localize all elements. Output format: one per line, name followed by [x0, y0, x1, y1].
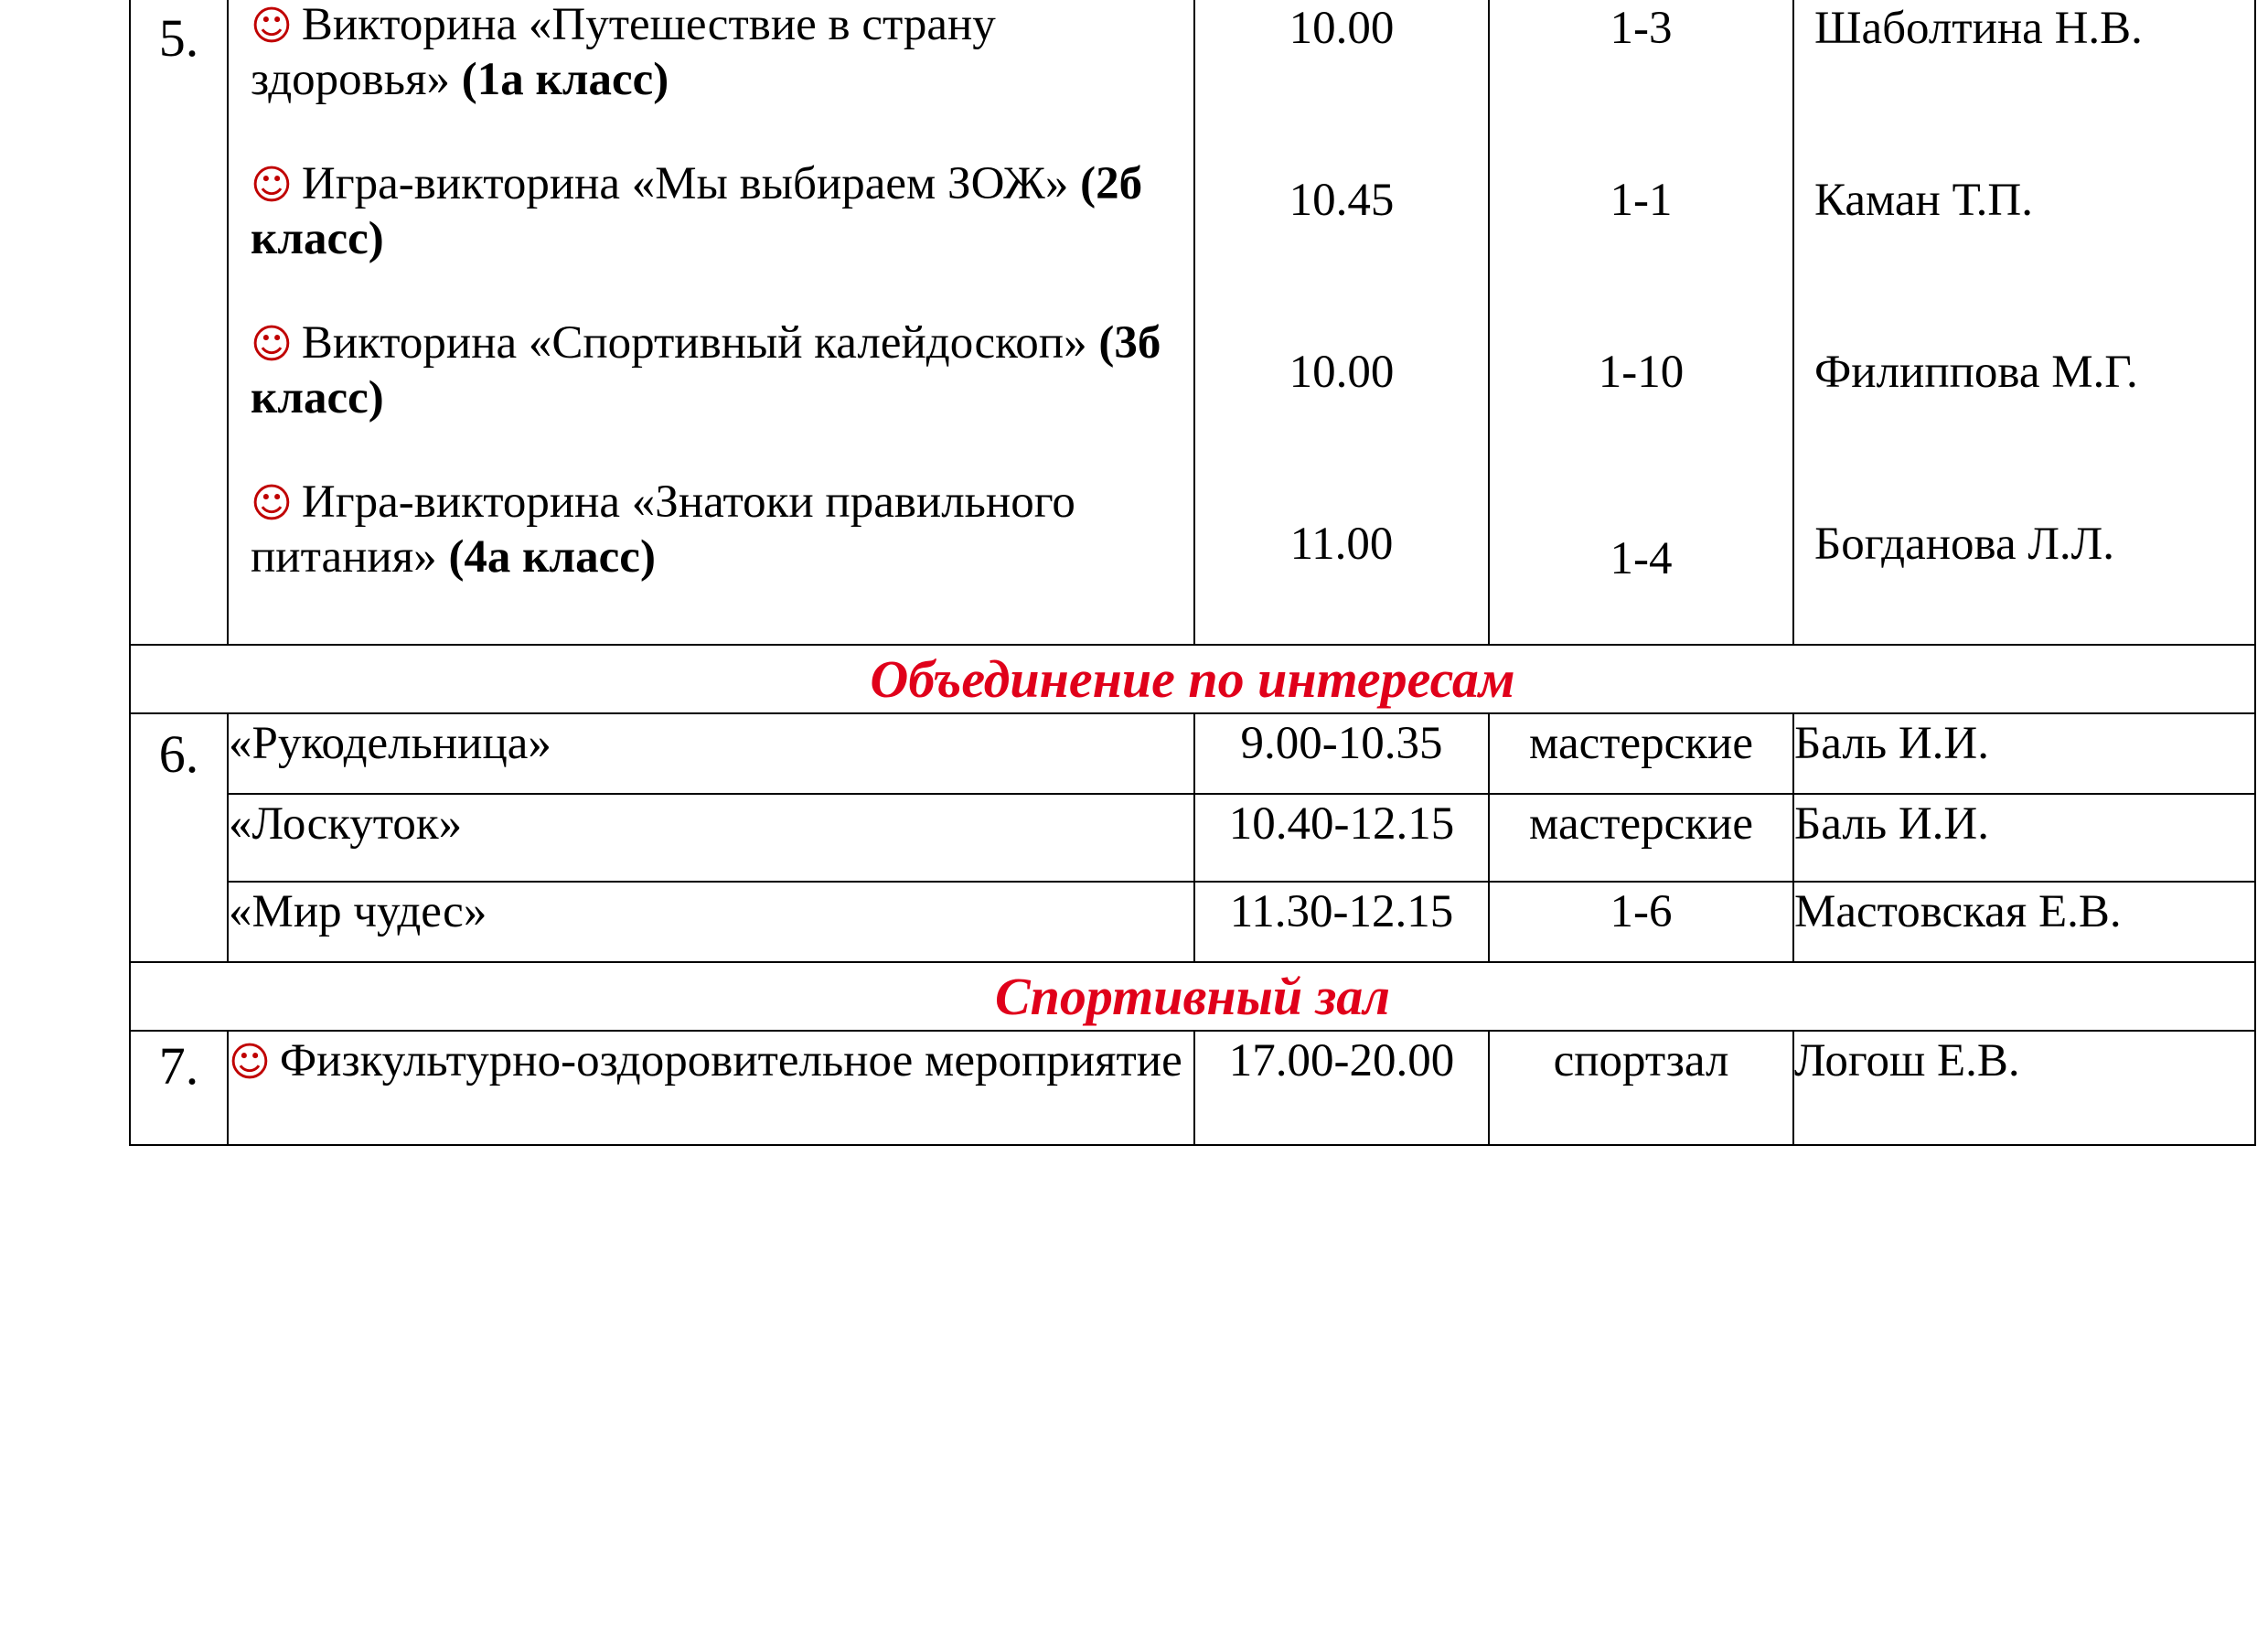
table-row-6 [130, 713, 2255, 794]
event-title: Викторина «Спортивный калейдоскоп» [301, 317, 1087, 369]
activity-responsible: Баль И.И. [1793, 713, 2255, 794]
activity-time: 17.00-20.00 [1194, 1031, 1489, 1145]
event-time: 10.00 [1289, 347, 1395, 398]
activity-room: мастерские [1489, 713, 1793, 794]
event-title: Викторина «Путешествие в страну здоровья» [251, 0, 996, 105]
responsible-cell [1793, 0, 2255, 645]
time-cell [1194, 0, 1489, 645]
event-item [229, 157, 1193, 316]
activity-responsible: Мастовская Е.В. [1793, 882, 2255, 962]
event-time: 10.45 [1289, 175, 1395, 226]
activity-time: 11.30-12.15 [1194, 882, 1489, 962]
smiley-icon: ☺ [251, 3, 293, 49]
event-class: (4а класс) [448, 531, 656, 583]
smiley-icon: ☺ [251, 321, 293, 368]
activity-responsible: Логош Е.В. [1793, 1031, 2255, 1145]
section-heading-interests: Объединение по интересам [130, 645, 2255, 713]
event-class: (3б класс) [251, 317, 1161, 423]
section-heading-row [130, 645, 2255, 713]
event-title: Игра-викторина «Мы выбираем ЗОЖ» [301, 158, 1069, 209]
activity-room: мастерские [1489, 794, 1793, 882]
row-number: 7. [130, 1031, 228, 1145]
event-class: (2б класс) [251, 158, 1143, 264]
activity-name: «Лоскуток» [228, 794, 1194, 882]
event-responsible: Богданова Л.Л. [1814, 519, 2115, 570]
activity-responsible: Баль И.И. [1793, 794, 2255, 882]
activity-name: «Мир чудес» [228, 882, 1194, 962]
activity-name: Физкультурно-оздоровительное мероприятие [279, 1035, 1182, 1086]
event-time: 10.00 [1289, 3, 1395, 54]
table-row-5 [130, 0, 2255, 645]
event-room: 1-10 [1598, 347, 1685, 398]
row-number: 6. [130, 713, 228, 962]
event-room: 1-4 [1610, 533, 1673, 584]
activity-name: «Рукодельница» [228, 713, 1194, 794]
activity-room: спортзал [1489, 1031, 1793, 1145]
table-row [130, 794, 2255, 882]
event-title: Игра-викторина «Знатоки правильного питания» [251, 476, 1075, 583]
section-heading-row [130, 962, 2255, 1031]
event-item [229, 476, 1193, 644]
event-responsible: Шаболтина Н.В. [1814, 3, 2143, 54]
event-responsible: Филиппова М.Г. [1814, 347, 2138, 398]
activity-time: 10.40-12.15 [1194, 794, 1489, 882]
section-heading-sport: Спортивный зал [130, 962, 2255, 1031]
activity-room: 1-6 [1489, 882, 1793, 962]
activity-name-cell [228, 1031, 1194, 1145]
event-responsible: Каман Т.П. [1814, 175, 2033, 226]
event-item [229, 316, 1193, 476]
event-class: (1а класс) [461, 54, 669, 105]
event-room: 1-1 [1610, 175, 1673, 226]
table-row [130, 882, 2255, 962]
row-number: 5. [130, 0, 228, 645]
event-item [229, 0, 1193, 157]
smiley-icon: ☺ [229, 1039, 271, 1086]
event-time: 11.00 [1289, 519, 1394, 570]
activity-time: 9.00-10.35 [1194, 713, 1489, 794]
table-row-7 [130, 1031, 2255, 1145]
smiley-icon: ☺ [251, 480, 293, 527]
smiley-icon: ☺ [251, 162, 293, 209]
schedule-table [129, 0, 2256, 1146]
room-cell [1489, 0, 1793, 645]
event-cell [228, 0, 1194, 645]
event-room: 1-3 [1610, 3, 1673, 54]
